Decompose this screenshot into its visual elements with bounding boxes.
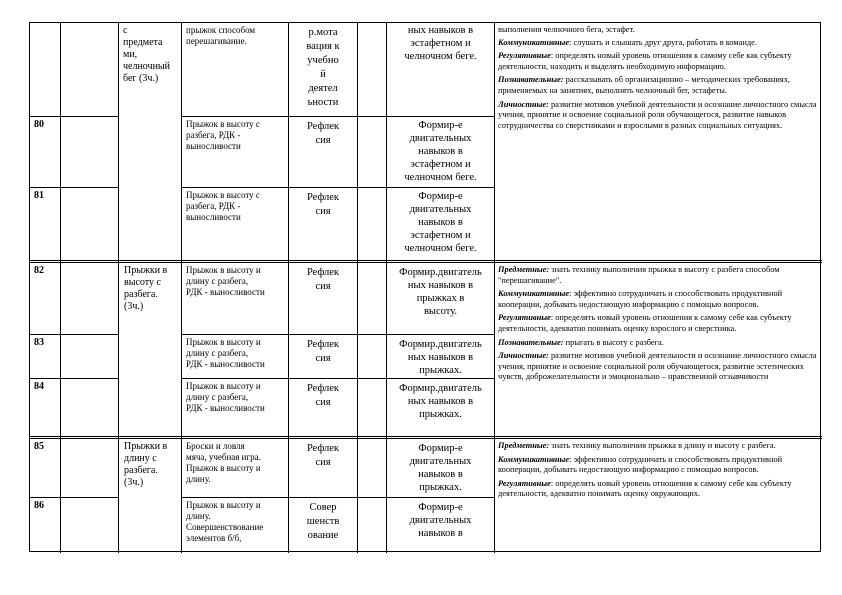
result-cell: Формир.двигатель ных навыков в прыжках в высоту. (399, 267, 482, 317)
lesson-type-cell: р.мота вация к учебно й деятел ьности (306, 27, 340, 108)
uud-block-2: Предметные: знать технику выполнения прыжка в высоту с разбега способом "перешагивание". Коммуникативные: эффективно сотрудничать и способствовать продуктивной кооперации, добывать недостающую информацию с помощью вопросов. Регулятивные: определять новый уровень отношения к самому себе как субъекту деятельности, адекватно понимать оценку взрослого и сверстника. Познавательные: прыгать в высоту с разбега. Личностные: развитие мотивов учебной деятельности и осознание личностного смысла учения, принятие и освоение социальной роли обучающегося, развитие эстетических чувств, доброжелательности и эмоционально – нравственной отзывчивости (498, 265, 817, 382)
result-cell: Формир.двигатель ных навыков в прыжках. (399, 339, 482, 376)
lesson-cell: Броски и ловля мяча, учебная игра. Прыжок в высоту и длину. (186, 441, 261, 484)
lesson-cell: Прыжок в высоту с разбега, РДК - выносливости (186, 119, 260, 151)
result-cell: Формир.двигатель ных навыков в прыжках. (399, 383, 482, 420)
grid-line (357, 23, 358, 553)
lesson-type-cell: Рефлек сия (306, 339, 340, 364)
topic-cell: с предмета ми, челночный бег (3ч.) (123, 25, 171, 84)
lesson-type-cell: Рефлек сия (306, 383, 340, 408)
result-cell: Формир-е двигательных навыков в прыжках. (409, 443, 472, 493)
lesson-type-cell: Рефлек сия (306, 267, 340, 292)
lesson-cell: Прыжок в высоту с разбега, РДК - выносливости (186, 190, 260, 222)
lesson-type-cell: Рефлек сия (306, 192, 340, 217)
result-cell: Формир-е двигательных навыков в (409, 502, 472, 539)
lesson-plan-table (29, 22, 821, 552)
lesson-cell: Прыжок в высоту и длину с разбега, РДК - выносливости (186, 381, 265, 413)
lesson-cell: Прыжок в высоту и длину с разбега, РДК - выносливости (186, 337, 265, 369)
row-number: 81 (34, 190, 44, 201)
lesson-cell: Прыжок в высоту и длину. Совершенствование элементов б/б, (186, 500, 264, 543)
lesson-type-cell: Рефлек сия (306, 443, 340, 468)
row-number: 80 (34, 119, 44, 130)
result-cell: Формир-е двигательных навыков в эстафетном и челночном беге. (404, 191, 477, 254)
lesson-type-cell: Совер шенств ование (306, 502, 340, 541)
row-number: 83 (34, 337, 44, 348)
topic-cell: Прыжки в длину с разбега. (3ч.) (124, 441, 168, 488)
topic-cell: Прыжки в высоту с разбега. (3ч.) (124, 265, 168, 312)
row-number: 85 (34, 441, 44, 452)
uud-block-1: выполнения челночного бега, эстафет. Коммуникативные: слушать и слышать друг друга, работать в команде. Регулятивные: определять новый уровень отношения к самому себе как субъекту деятельности, находить и выделять необходимую информацию. Познавательные: рассказывать об организационно – методических требованиях, применяемых на занятиях, выполнять челночный бег, эстафеты. Личностные: развитие мотивов учебной деятельности и осознание личностного смысла учения, принятие и освоение социальной роли обучающегося, развитие навыков сотрудничества со сверстниками и взрослыми в разных социальных ситуациях. (498, 25, 817, 130)
uud-block-3: Предметные: знать технику выполнения прыжка в длину и высоту с разбега. Коммуникативные: эффективно сотрудничать и способствовать продуктивной кооперации, добывать недостающую информацию с помощью вопросов. Регулятивные: определять новый уровень отношения к самому себе как субъекту деятельности, адекватно понимать оценку окружающих. (498, 441, 792, 499)
result-cell: ных навыков в эстафетном и челночном беге. (404, 25, 477, 62)
row-number: 86 (34, 500, 44, 511)
result-cell: Формир-е двигательных навыков в эстафетном и челночном беге. (404, 120, 477, 183)
lesson-cell: Прыжок в высоту и длину с разбега, РДК - выносливости (186, 265, 265, 297)
lesson-cell: прыжок способом перешагивание. (186, 25, 256, 46)
row-number: 82 (34, 265, 44, 276)
grid-line (60, 23, 61, 553)
lesson-type-cell: Рефлек сия (306, 121, 340, 146)
row-number: 84 (34, 381, 44, 392)
